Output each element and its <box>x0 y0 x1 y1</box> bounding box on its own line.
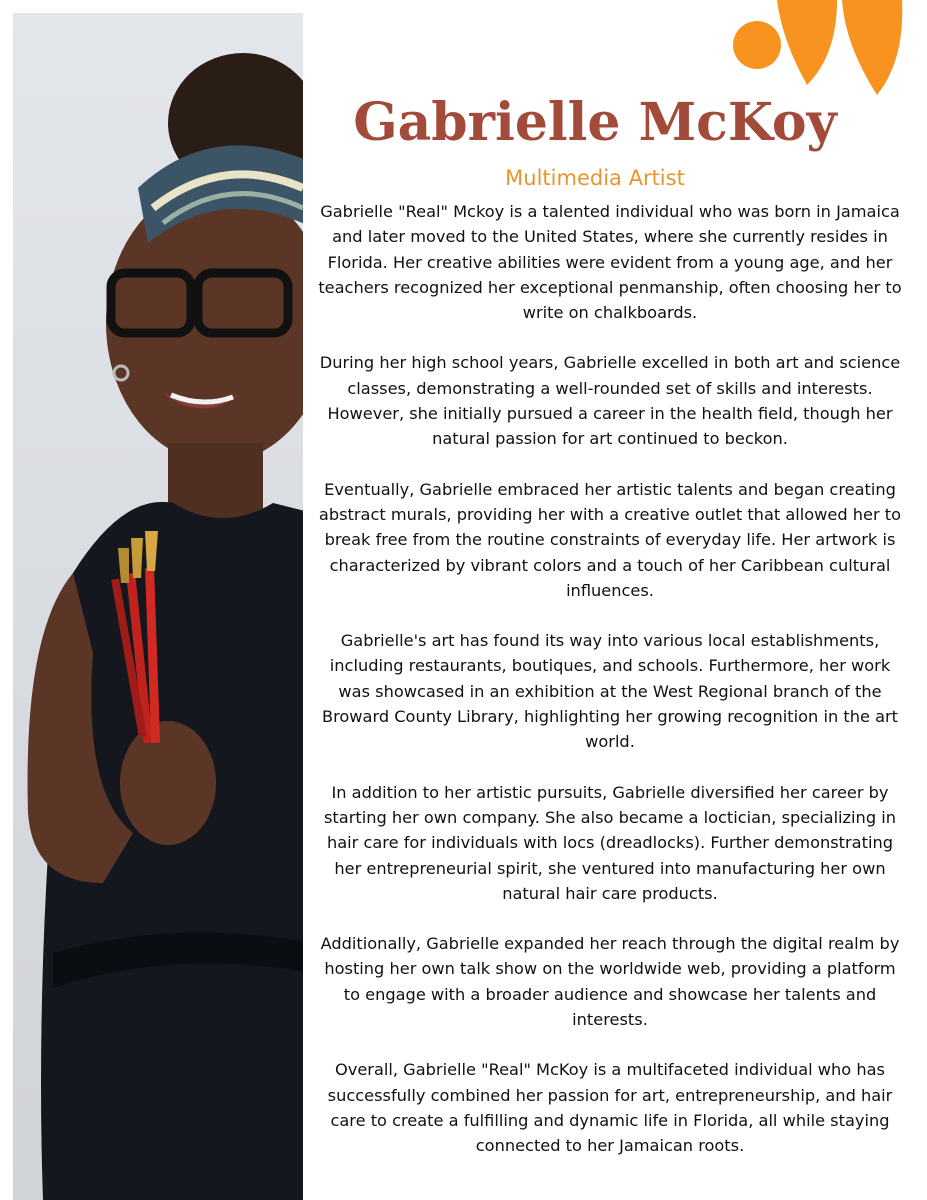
hand <box>120 721 216 845</box>
bio-paragraph: In addition to her artistic pursuits, Gabrielle diversified her career by starting her own company. She also became a loctician, specializing in hair care for individuals with locs (dreadlocks). Further demonstrating her entrepreneurial spirit, she ventured into manufacturing her own natural hair care products. <box>324 782 896 903</box>
decorative-shapes <box>727 0 927 100</box>
bio-paragraph: Overall, Gabrielle "Real" McKoy is a multifaceted individual who has successfully combined her passion for art, entrepreneurship, and hair care to create a fulfilling and dynamic life in Florida, all while staying connected to her Jamaican roots. <box>327 1060 893 1156</box>
portrait-photo <box>13 13 303 1200</box>
artist-role: Multimedia Artist <box>505 166 685 190</box>
bio-paragraph: Additionally, Gabrielle expanded her reach through the digital realm by hosting her own talk show on the worldwide web, providing a platform to engage with a broader audience and showcase her talents and interests. <box>320 934 900 1030</box>
deco-circle <box>733 21 781 69</box>
deco-wedge-2 <box>842 0 902 95</box>
bio-paragraph: Gabrielle "Real" Mckoy is a talented individual who was born in Jamaica and later moved to the United States, where she currently resides in Florida. Her creative abilities were evident from a young age, and her teachers recognized her exceptional penmanship, often choosing her to write on chalkboards. <box>318 202 902 323</box>
face <box>106 183 303 463</box>
biography <box>316 199 904 1184</box>
artist-name: Gabrielle McKoy <box>353 92 837 153</box>
deco-wedge-1 <box>777 0 837 85</box>
bio-paragraph: Gabrielle's art has found its way into various local establishments, including restaurants, boutiques, and schools. Furthermore, her work was showcased in an exhibition at the West Regional branch of the Broward County Library, highlighting her growing recognition in the art world. <box>322 631 898 752</box>
bio-paragraph: Eventually, Gabrielle embraced her artistic talents and began creating abstract murals, providing her with a creative outlet that allowed her to break free from the routine constraints of everyday life. Her artwork is characterized by vibrant colors and a touch of her Caribbean cultural influences. <box>318 479 902 600</box>
bio-paragraph: During her high school years, Gabrielle excelled in both art and science classes, demonstrating a well-rounded set of skills and interests. However, she initially pursued a career in the health field, though her natural passion for art continued to beckon. <box>319 353 901 449</box>
